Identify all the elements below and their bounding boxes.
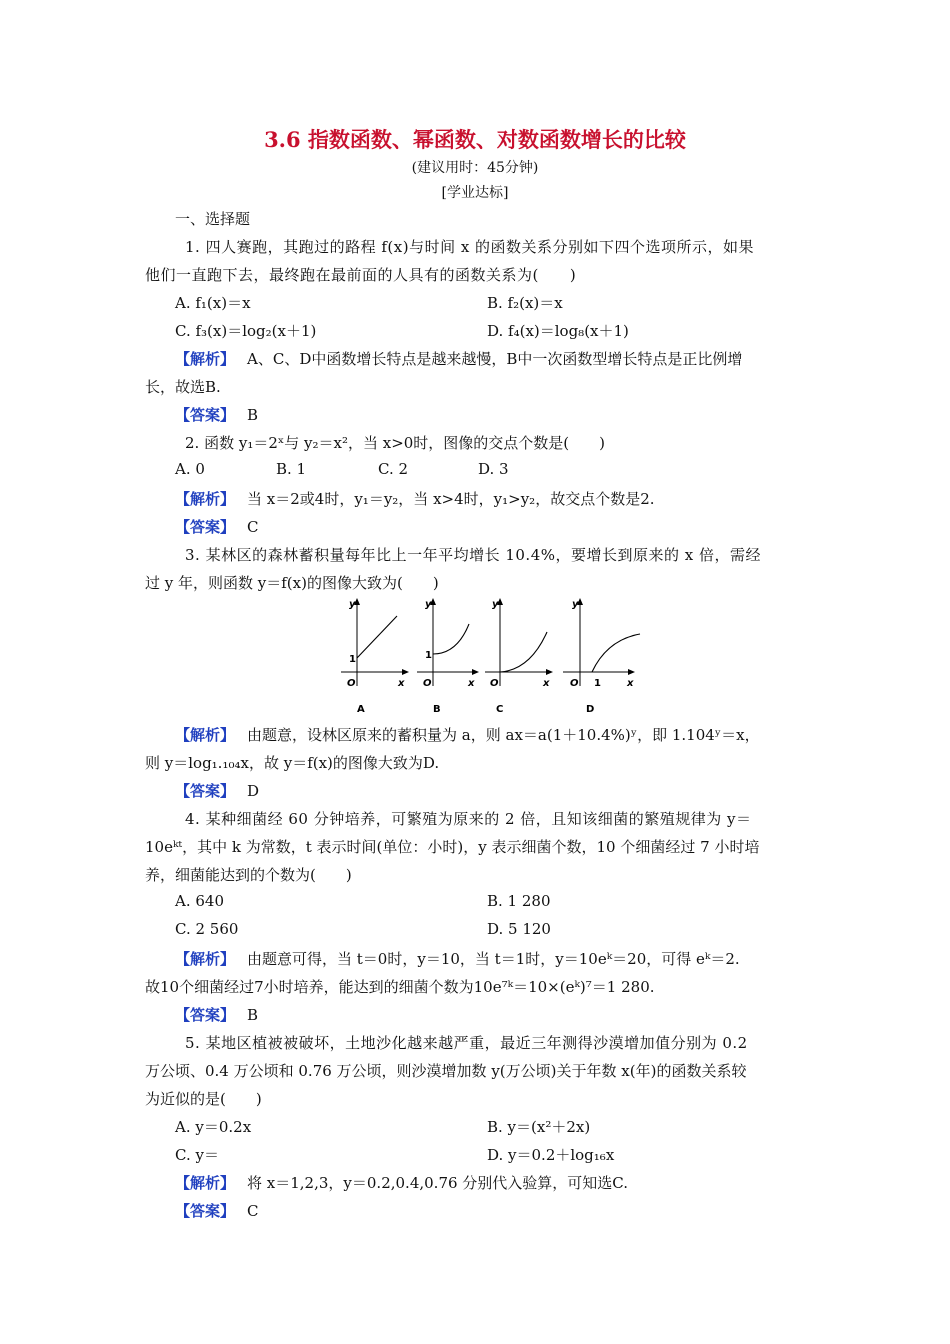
graph-d-x-label: x bbox=[627, 678, 634, 689]
q1-option-b: B. f₂(x)＝x bbox=[487, 294, 563, 312]
q5-answer bbox=[175, 1200, 835, 1221]
q2-option-a: A. 0 bbox=[175, 460, 205, 478]
q2-answer-value: C bbox=[247, 518, 259, 536]
q3-analysis-line2: 则 y＝log₁.₁₀₄x，故 y＝f(x)的图像大致为D. bbox=[145, 754, 440, 772]
q3-answer-value: D bbox=[247, 782, 260, 800]
q4-stem-line3: 养，细菌能达到的个数为( ) bbox=[145, 866, 352, 884]
analysis-label: 【解析】 bbox=[175, 726, 236, 744]
analysis-label: 【解析】 bbox=[175, 950, 236, 968]
q1-stem-line2: 他们一直跑下去，最终跑在最前面的人具有的函数关系为( ) bbox=[145, 266, 577, 284]
q4-option-c: C. 2 560 bbox=[175, 920, 239, 938]
answer-label: 【答案】 bbox=[175, 518, 236, 536]
q1-stem-line1: 1. 四人赛跑，其跑过的路程 f(x)与时间 x 的函数关系分别如下四个选项所示，如果 bbox=[185, 238, 755, 256]
q2-answer bbox=[175, 516, 835, 537]
q4-analysis bbox=[175, 948, 835, 969]
answer-label: 【答案】 bbox=[175, 406, 236, 424]
section-tag: [学业达标] bbox=[441, 185, 509, 201]
q5-stem-line2: 万公顷、0.4 万公顷和 0.76 万公顷，则沙漠增加数 y(万公顷)关于年数 x(年)的函数关系较 bbox=[145, 1062, 747, 1080]
q4-answer-value: B bbox=[247, 1006, 259, 1024]
graph-c-origin: O bbox=[490, 678, 499, 689]
q4-stem-line2: 10eᵏᵗ，其中 k 为常数，t 表示时间(单位：小时)，y 表示细菌个数，10 个细菌经过 7 小时培 bbox=[145, 838, 760, 856]
q3-stem-line1: 3. 某林区的森林蓄积量每年比上一年平均增长 10.4%，要增长到原来的 x 倍，需经 bbox=[185, 546, 761, 564]
q1-analysis bbox=[175, 348, 835, 369]
part-heading: 一、选择题 bbox=[175, 210, 251, 228]
q5-analysis-text: 将 x＝1,2,3，y＝0.2,0.4,0.76 分别代入验算，可知选C. bbox=[247, 1174, 629, 1192]
graph-d-y-label: y bbox=[572, 599, 579, 610]
q4-analysis-line2: 故10个细菌经过7小时培养，能达到的细菌个数为10e⁷ᵏ＝10×(eᵏ)⁷＝1 280. bbox=[145, 978, 655, 996]
page-title: 3.6 指数函数、幂函数、对数函数增长的比较 bbox=[264, 127, 686, 152]
q5-option-b: B. y＝(x²＋2x) bbox=[487, 1118, 591, 1136]
answer-label: 【答案】 bbox=[175, 782, 236, 800]
graph-c bbox=[485, 598, 553, 715]
analysis-label: 【解析】 bbox=[175, 1174, 236, 1192]
q1-analysis-line1: A、C、D中函数增长特点是越来越慢，B中一次函数型增长特点是正比例增 bbox=[247, 350, 743, 368]
q3-graphs-figure bbox=[335, 594, 645, 716]
q4-stem-line1: 4. 某种细菌经 60 分钟培养，可繁殖为原来的 2 倍，且知该细菌的繁殖规律为 y＝ bbox=[185, 810, 752, 828]
q2-option-c: C. 2 bbox=[378, 460, 409, 478]
q3-analysis-line1: 由题意，设林区原来的蓄积量为 a，则 ax＝a(1＋10.4%)ʸ，即 1.104ʸ＝x， bbox=[247, 726, 760, 744]
graph-a-y-label: y bbox=[349, 599, 356, 610]
graph-d-origin: O bbox=[570, 678, 579, 689]
q2-analysis-text: 当 x＝2或4时，y₁＝y₂，当 x>4时，y₁>y₂，故交点个数是2. bbox=[247, 490, 655, 508]
answer-label: 【答案】 bbox=[175, 1006, 236, 1024]
q5-stem-line1: 5. 某地区植被被破坏，土地沙化越来越严重，最近三年测得沙漠增加值分别为 0.2 bbox=[185, 1034, 748, 1052]
q5-option-c: C. y＝ bbox=[175, 1146, 219, 1164]
graph-c-y-label: y bbox=[492, 599, 499, 610]
graph-a-mark: 1 bbox=[349, 654, 356, 665]
q4-option-b: B. 1 280 bbox=[487, 892, 551, 910]
q4-analysis-line1: 由题意可得，当 t＝0时，y＝10，当 t＝1时，y＝10eᵏ＝20，可得 eᵏ＝2. bbox=[247, 950, 740, 968]
q4-option-d: D. 5 120 bbox=[487, 920, 551, 938]
answer-label: 【答案】 bbox=[175, 1202, 236, 1220]
q5-option-a: A. y＝0.2x bbox=[175, 1118, 252, 1136]
graph-c-x-label: x bbox=[543, 678, 550, 689]
q2-option-d: D. 3 bbox=[478, 460, 509, 478]
analysis-label: 【解析】 bbox=[175, 350, 236, 368]
graph-b-mark: 1 bbox=[425, 650, 432, 661]
q2-option-b: B. 1 bbox=[276, 460, 307, 478]
q1-answer bbox=[175, 404, 835, 425]
q5-option-d: D. y＝0.2＋log₁₆x bbox=[487, 1146, 615, 1164]
q4-answer bbox=[175, 1004, 835, 1025]
graph-a-letter: A bbox=[357, 704, 365, 715]
q5-analysis bbox=[175, 1172, 835, 1193]
graph-d bbox=[563, 598, 640, 715]
q2-stem: 2. 函数 y₁＝2ˣ与 y₂＝x²，当 x>0时，图像的交点个数是( ) bbox=[185, 434, 606, 452]
q1-answer-value: B bbox=[247, 406, 259, 424]
q1-option-c: C. f₃(x)＝log₂(x＋1) bbox=[175, 322, 317, 340]
graph-b-x-label: x bbox=[468, 678, 475, 689]
q3-answer bbox=[175, 780, 835, 801]
graph-a bbox=[341, 598, 409, 715]
graph-b bbox=[417, 598, 479, 715]
q3-stem-line2: 过 y 年，则函数 y＝f(x)的图像大致为( ) bbox=[145, 574, 439, 592]
q2-analysis bbox=[175, 488, 835, 509]
graph-b-letter: B bbox=[433, 704, 441, 715]
analysis-label: 【解析】 bbox=[175, 490, 236, 508]
q1-analysis-line2: 长，故选B. bbox=[145, 378, 221, 396]
graph-b-y-label: y bbox=[425, 599, 432, 610]
graph-a-x-label: x bbox=[398, 678, 405, 689]
q1-option-a: A. f₁(x)＝x bbox=[175, 294, 251, 312]
q3-analysis bbox=[175, 724, 835, 745]
q1-option-d: D. f₄(x)＝log₈(x＋1) bbox=[487, 322, 629, 340]
time-hint: (建议用时：45分钟) bbox=[411, 160, 539, 176]
graph-d-letter: D bbox=[586, 704, 595, 715]
graph-d-mark: 1 bbox=[594, 678, 601, 689]
graph-b-origin: O bbox=[423, 678, 432, 689]
graph-a-origin: O bbox=[347, 678, 356, 689]
q4-option-a: A. 640 bbox=[175, 892, 224, 910]
q5-stem-line3: 为近似的是( ) bbox=[145, 1090, 262, 1108]
q5-answer-value: C bbox=[247, 1202, 259, 1220]
graph-c-letter: C bbox=[496, 704, 504, 715]
